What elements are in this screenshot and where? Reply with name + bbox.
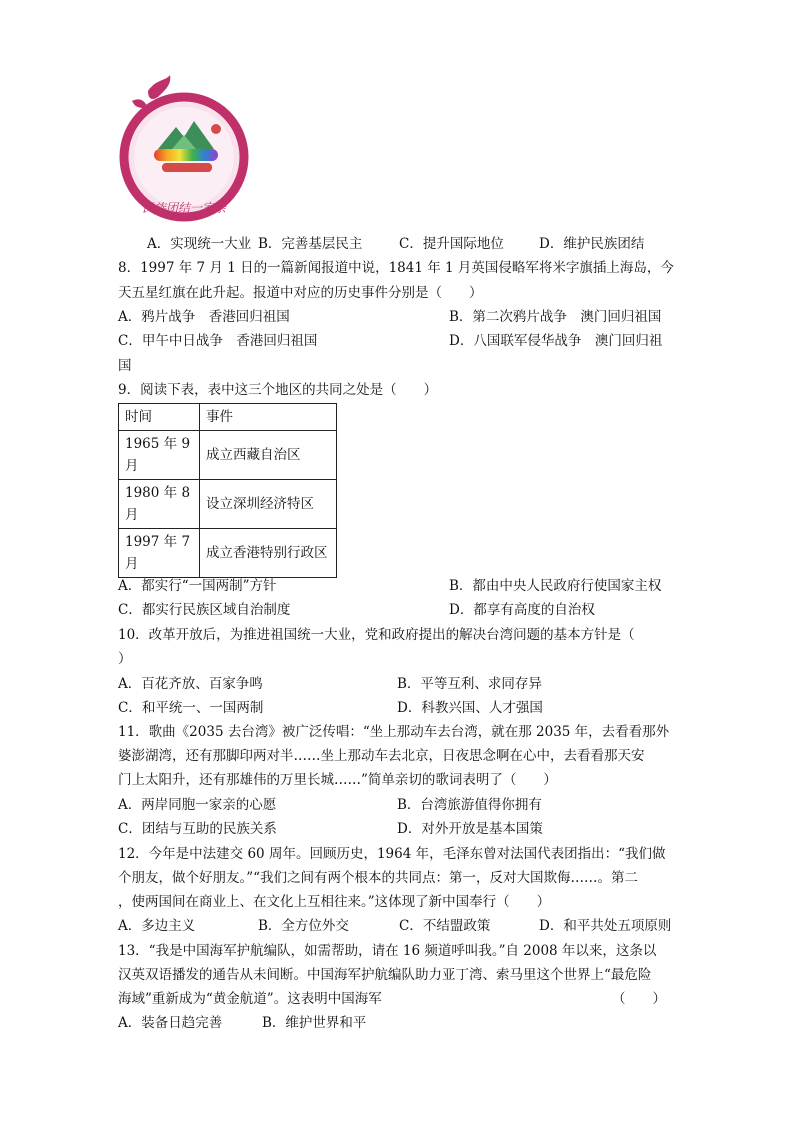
q13-option-a[interactable]: A．装备日趋完善 xyxy=(118,1015,223,1031)
q12-stem-line1: 12．今年是中法建交 60 周年。回顾历史，1964 年，毛泽东曾对法国代表团指出：“我们做 xyxy=(118,846,666,862)
q10-stem-line1: 10．改革开放后，为推进祖国统一大业，党和政府提出的解决台湾问题的基本方针是（ xyxy=(118,627,635,643)
table-cell-event: 成立西藏自治区 xyxy=(200,431,337,480)
table-row xyxy=(119,529,337,578)
q13-stem-line1: 13．“我是中国海军护航编队，如需帮助，请在 16 频道呼叫我。”自 2008 年以来，这条以 xyxy=(118,943,657,959)
q9-option-c[interactable]: C．都实行民族区域自治制度 xyxy=(118,602,291,618)
q12-option-b[interactable]: B．全方位外交 xyxy=(258,918,349,934)
q13-option-b[interactable]: B．维护世界和平 xyxy=(262,1015,367,1031)
q10-option-a[interactable]: A．百花齐放、百家争鸣 xyxy=(118,676,263,692)
table-cell-event: 设立深圳经济特区 xyxy=(200,480,337,529)
q11-stem-line3: 门上太阳升，还有那雄伟的万里长城……”简单亲切的歌词表明了（ ） xyxy=(118,772,557,788)
table-cell-time: 1965 年 9 月 xyxy=(119,431,200,480)
emblem-caption: 民族团结一家亲 xyxy=(141,201,227,215)
q8-option-d[interactable]: D．八国联军侵华战争 澳门回归祖 xyxy=(449,333,663,349)
q8-option-c[interactable]: C．甲午中日战争 香港回归祖国 xyxy=(118,333,318,349)
q11-option-d[interactable]: D．对外开放是基本国策 xyxy=(397,821,543,837)
q9-option-d[interactable]: D．都享有高度的自治权 xyxy=(449,602,595,618)
q8-option-b[interactable]: B．第二次鸦片战争 澳门回归祖国 xyxy=(449,309,662,325)
q8-option-d-wrap: 国 xyxy=(118,358,132,374)
table-cell-event: 成立香港特别行政区 xyxy=(200,529,337,578)
q11-stem-line1: 11．歌曲《2035 去台湾》被广泛传唱：“坐上那动车去台湾，就在那 2035 年，去看看那外 xyxy=(118,724,670,740)
q13-stem-line2: 汉英双语播发的通告从未间断。中国海军护航编队助力亚丁湾、索马里这个世界上“最危险 xyxy=(118,967,652,983)
q7-option-a[interactable]: A．实现统一大业 xyxy=(147,236,252,252)
q10-option-c[interactable]: C．和平统一、一国两制 xyxy=(118,700,264,716)
table-cell-time: 1980 年 8 月 xyxy=(119,480,200,529)
table-row xyxy=(119,431,337,480)
q9-stem: 9．阅读下表，表中这三个地区的共同之处是（ ） xyxy=(118,382,438,398)
q9-option-a[interactable]: A．都实行“一国两制”方针 xyxy=(118,578,277,594)
q8-stem-line2: 天五星红旗在此升起。报道中对应的历史事件分别是（ ） xyxy=(118,285,483,301)
q12-stem-line3: ，使两国间在商业上、在文化上互相往来。”这体现了新中国奉行（ ） xyxy=(118,894,551,910)
q7-option-b[interactable]: B．完善基层民主 xyxy=(258,236,363,252)
q8-stem-line1: 8．1997 年 7 月 1 日的一篇新闻报道中说，1841 年 1 月英国侵略军将米字旗插上海岛，今 xyxy=(118,260,674,276)
q11-stem-line2: 婆澎湖湾，还有那脚印两对半……坐上那动车去北京，日夜思念啊在心中，去看看那天安 xyxy=(118,748,645,764)
q7-option-d[interactable]: D．维护民族团结 xyxy=(539,236,645,252)
q9-option-b[interactable]: B．都由中央人民政府行使国家主权 xyxy=(449,578,662,594)
q12-option-c[interactable]: C．不结盟政策 xyxy=(399,918,491,934)
q9-event-table xyxy=(118,403,337,578)
table-cell-time: 1997 年 7 月 xyxy=(119,529,200,578)
q11-option-a[interactable]: A．两岸同胞一家亲的心愿 xyxy=(118,797,277,813)
q10-stem-line2: ） xyxy=(118,651,132,667)
q12-option-d[interactable]: D．和平共处五项原则 xyxy=(539,918,672,934)
table-header-event: 事件 xyxy=(200,404,337,431)
table-header-row xyxy=(119,404,337,431)
q8-option-a[interactable]: A．鸦片战争 香港回归祖国 xyxy=(118,309,290,325)
q10-option-b[interactable]: B．平等互利、求同存异 xyxy=(397,676,542,692)
q10-option-d[interactable]: D．科教兴国、人才强国 xyxy=(397,700,543,716)
q12-option-a[interactable]: A．多边主义 xyxy=(118,918,196,934)
q11-option-b[interactable]: B．台湾旅游值得你拥有 xyxy=(397,797,542,813)
table-row xyxy=(119,480,337,529)
q12-stem-line2: 个朋友，做个好朋友。”“我们之间有两个根本的共同点：第一，反对大国欺侮……。第二 xyxy=(118,870,639,886)
q13-stem-line3: 海域”重新成为“黄金航道”。这表明中国海军 xyxy=(118,991,382,1007)
ethnic-unity-emblem xyxy=(118,71,250,228)
q13-answer-paren: （ ） xyxy=(612,991,666,1007)
q11-option-c[interactable]: C．团结与互助的民族关系 xyxy=(118,821,277,837)
q7-option-c[interactable]: C．提升国际地位 xyxy=(399,236,504,252)
table-header-time: 时间 xyxy=(119,404,200,431)
